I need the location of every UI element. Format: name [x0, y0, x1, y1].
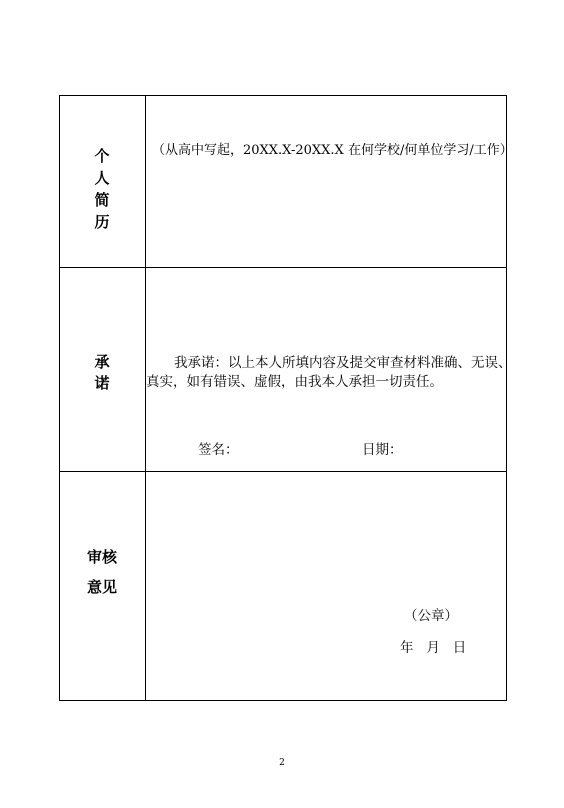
resume-label-char: 个 — [94, 147, 110, 165]
resume-label-char: 人 — [94, 169, 110, 187]
resume-label-char: 简 — [94, 191, 110, 209]
page-number: 2 — [279, 758, 285, 768]
review-label-line: 审核 — [86, 548, 117, 566]
review-label-line: 意见 — [86, 578, 117, 596]
review-content-cell[interactable] — [146, 472, 506, 701]
resume-label-char: 历 — [94, 213, 110, 231]
pledge-text-line1: 我承诺：以上本人所填内容及提交审查材料准确、无误、 — [174, 355, 512, 371]
pledge-section-label — [59, 351, 145, 393]
review-section-label — [59, 546, 145, 606]
date-label: 日期： — [362, 442, 403, 458]
pledge-label-char: 承 — [94, 353, 110, 371]
pledge-text-line2: 真实，如有错误、虚假，由我本人承担一切责任。 — [146, 374, 443, 390]
signature-label: 签名： — [198, 442, 239, 458]
pledge-label-char: 诺 — [94, 374, 110, 392]
resume-section-label — [59, 145, 145, 233]
resume-instruction: （从高中写起，20XX.X-20XX.X 在何学校/何单位学习/工作） — [152, 143, 513, 158]
review-date-text: 年 月 日 — [400, 640, 467, 656]
official-seal-text: （公章） — [404, 608, 458, 624]
resume-content-cell[interactable] — [146, 96, 506, 267]
